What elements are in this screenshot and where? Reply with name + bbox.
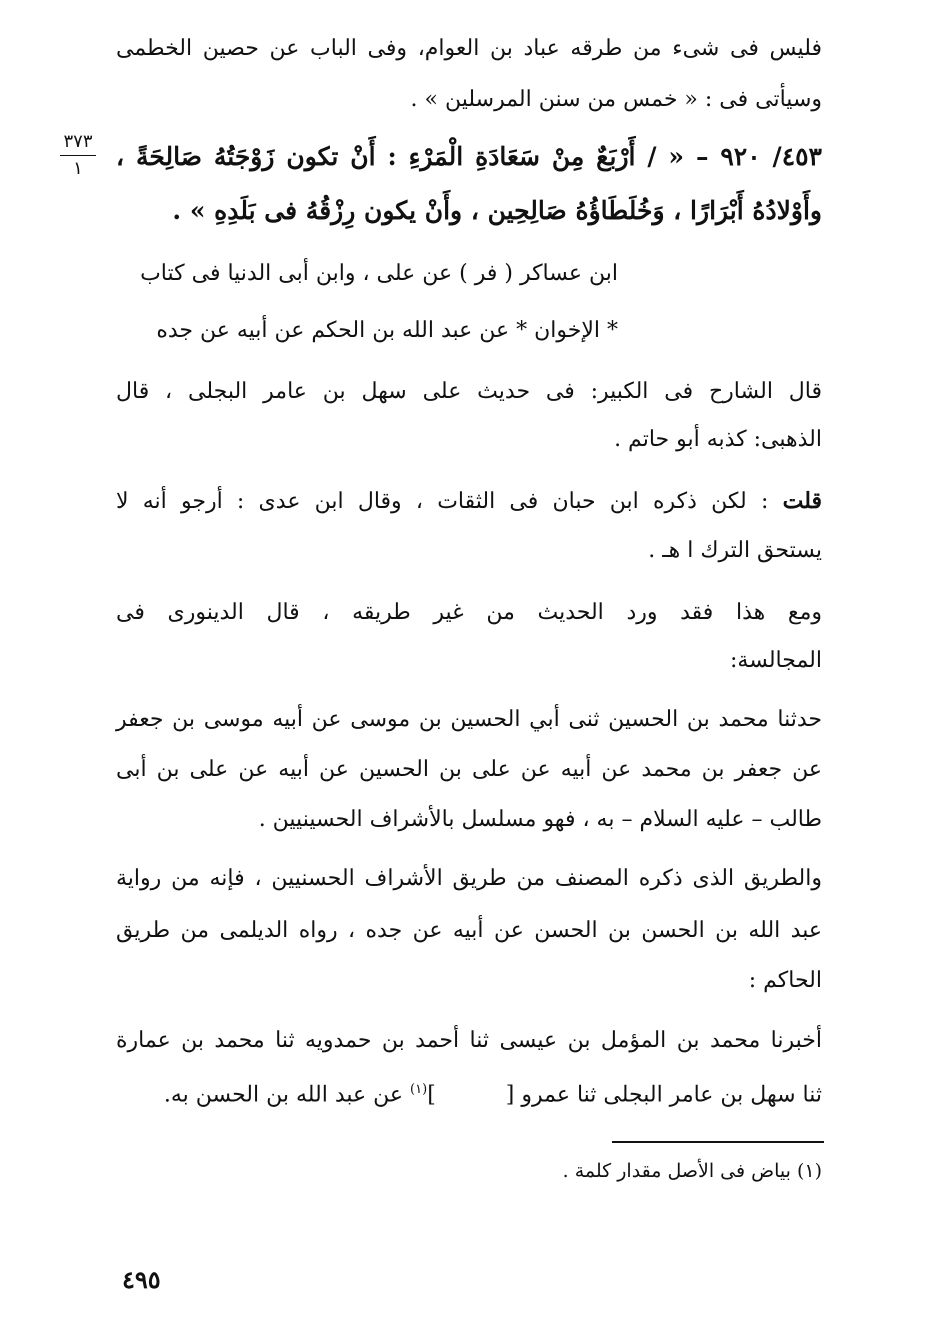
text-line <box>116 486 822 517</box>
text-line: المجالسة: <box>730 648 822 673</box>
margin-reference <box>56 131 100 180</box>
text-line: طالب – عليه السلام – به ، فهو مسلسل بالأشراف الحسينيين . <box>258 807 822 832</box>
text-span: عن عبد الله بن الحسن به. <box>163 1082 411 1108</box>
text-span: ثنا سهل بن عامر البجلى ثنا عمرو [ <box>505 1082 822 1108</box>
source-line: ابن عساكر ( فر ) عن على ، وابن أبى الدنيا فى كتاب <box>140 261 618 286</box>
text-line: الحاكم : <box>748 968 822 993</box>
margin-reference-bottom: ١ <box>73 158 83 179</box>
hadith-line: ٤٥٣/ ٩٢٠ – « / أَرْبَعٌ مِنْ سَعَادَةِ الْمَرْءِ : أَنْ تكون زَوْجَتُهُ صَالِحَةً ، <box>116 142 822 171</box>
text-line: أخبرنا محمد بن المؤمل بن عيسى ثنا أحمد بن حمدويه ثنا محمد بن عمارة <box>116 1028 822 1053</box>
text-line: ومع هذا فقد ورد الحديث من غير طريقه ، قال الدينورى فى <box>116 600 822 625</box>
text-line: والطريق الذى ذكره المصنف من طريق الأشراف الحسنيين ، فإنه من رواية <box>116 866 822 891</box>
text-line: فليس فى شىء من طرقه عباد بن العوام، وفى الباب عن حصين الخطمى <box>116 36 822 61</box>
margin-reference-divider <box>60 155 96 156</box>
text-line <box>164 1075 822 1110</box>
text-line: الذهبى: كذبه أبو حاتم . <box>614 427 822 452</box>
text-line: يستحق الترك ا هـ . <box>648 538 822 563</box>
text-line: عن جعفر بن محمد عن أبيه عن على بن الحسين عن أبيه عن على بن أبى <box>116 757 822 782</box>
footnote-rule <box>612 1141 824 1143</box>
text-span: : لكن ذكره ابن حبان فى الثقات ، وقال ابن عدى : أرجو أنه لا <box>116 489 783 514</box>
page-number: ٤٩٥ <box>122 1265 161 1294</box>
text-span: ] <box>427 1082 436 1108</box>
footnote: (١) بياض فى الأصل مقدار كلمة . <box>562 1160 822 1182</box>
source-line: * الإخوان * عن عبد الله بن الحكم عن أبيه عن جده <box>156 318 618 343</box>
hadith-line: وأَوْلادُهُ أَبْرَارًا ، وَخُلَطَاؤُهُ صَالِحِين ، وأَنْ يكون رِزْقُهُ فى بَلَدِهِ » . <box>172 196 822 225</box>
text-line: حدثنا محمد بن الحسين ثنى أبي الحسين بن موسى عن أبيه موسى بن جعفر <box>116 707 822 732</box>
qultu-label: قلت <box>782 488 822 514</box>
text-line: وسيأتى فى : « خمس من سنن المرسلين » . <box>410 87 822 112</box>
margin-reference-top: ٣٧٣ <box>63 131 93 152</box>
footnote-marker: (١) <box>410 1082 428 1097</box>
text-line: قال الشارح فى الكبير: فى حديث على سهل بن عامر البجلى ، قال <box>116 379 822 404</box>
text-line: عبد الله بن الحسن بن الحسن عن أبيه عن جده ، رواه الديلمى من طريق <box>116 918 822 943</box>
